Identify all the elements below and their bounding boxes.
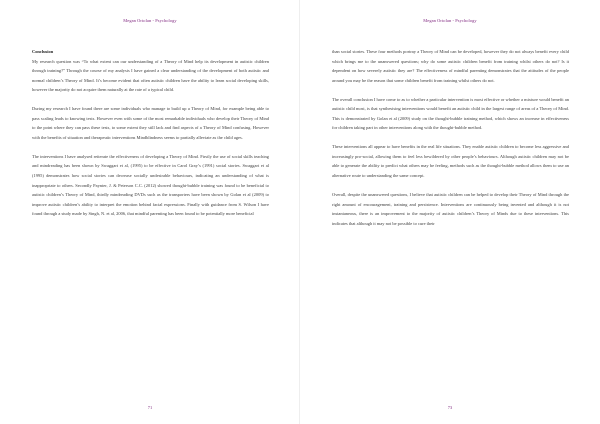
- section-heading: Conclusion: [32, 49, 54, 54]
- paragraph: My research question was “To what extent can our understanding of a Theory of Mind help its development in autistic children through training?” Through the course of my analysis I have gained a clear understanding of the development of both autistic and normal children’s Theory of Mind. It’s become evident that often autistic children have the ability to learn social developing skills, however the majority do not acquire them naturally at the rate of a typical child.: [32, 58, 269, 93]
- page-body: [32, 47, 269, 228]
- paragraph: than social stories. These four methods portray a Theory of Mind can be developed, however they do not always benefit every child which brings me to the unanswered questions; why do some autistic children benefit from training whilst others do not? Is it dependent on how severely autistic they are? The effectiveness of mindful parenting demonstrates that the attitudes of the people around you may be the reason that some children benefit from training whilst others do not.: [332, 49, 569, 83]
- page-header: Megan Ortolan - Psychology: [423, 18, 477, 23]
- paragraph: During my research I have found there are some individuals who manage to build up a Theory of Mind, for example being able to pass scaling leads to knowing tests. However even with some of the most remarkable individuals who develop their Theory of Mind to the point where they can pass these tests, to some extent they still lack and find aspects of a Theory of Mind confusing. However with the benefits of situation and therapeutic interventions Mindblindness seems to partially alleviate as the child ages.: [32, 106, 269, 140]
- page-number: 71: [147, 405, 153, 410]
- right-page: [300, 0, 600, 424]
- page-header: Megan Ortolan - Psychology: [123, 18, 177, 23]
- paragraph: These interventions all appear to have benefits in the real life situations. They enable autistic children to become less aggressive and increasingly pro-social, allowing them to feel less bewildered by other people’s behaviours. Although autistic children may not be able to generate the ability to predict what others may be feeling, methods such as the thought-bubble method allows them to use an alternative route to understanding the same concept.: [332, 144, 569, 179]
- paragraph: Overall, despite the unanswered questions, I believe that autistic children can be helped to develop their Theory of Mind through the right amount of encouragement, training and persistence. Interventions are continuously being invented and although it is not instantaneous, there is an improvement to the majority of autistic children’s Theory of Minds due to these interventions. This indicates that although it may not be possible to cure their: [332, 192, 569, 226]
- paragraph: The interventions I have analysed reiterate the effectiveness of developing a Theory of Mind. Firstly the use of social skills teaching and mindreading has been shown by Swaggart et al, (1995) to be effective in Carol Gray’s (1991) social stories. Swaggart et al (1995) demonstrates how social stories can decrease socially undesirable behaviours, indicating an understanding of what is inappropriate to others. Secondly Paynter, J. & Peterson C.C. (2012) showed thought-bubble training was found to be beneficial to autistic children’s Theory of Mind, thirdly mindreading DVDs such as the transporters have been shown by Golan et al (2009) to improve autistic children’s ability to interpret the emotion behind facial expressions. Finally with guidance from S. Wilson I have found through a study made by Singh, N. et al, 2006, that mindful parenting has been found to be potentially more beneficial: [32, 153, 269, 217]
- page-body: [332, 47, 569, 238]
- page-number: 73: [447, 405, 453, 410]
- paragraph: The overall conclusion I have come to as to whether a particular intervention is most effective or whether a mixture would benefit an autistic child most, is that synthesising interventions would benefit an autistic child in the largest range of areas of a Theory of Mind. This is demonstrated by Golan et al (2009) study on the thought-bubble training method, which shows an increase in effectiveness for children taking part in other interventions along with the thought-bubble method.: [332, 96, 569, 131]
